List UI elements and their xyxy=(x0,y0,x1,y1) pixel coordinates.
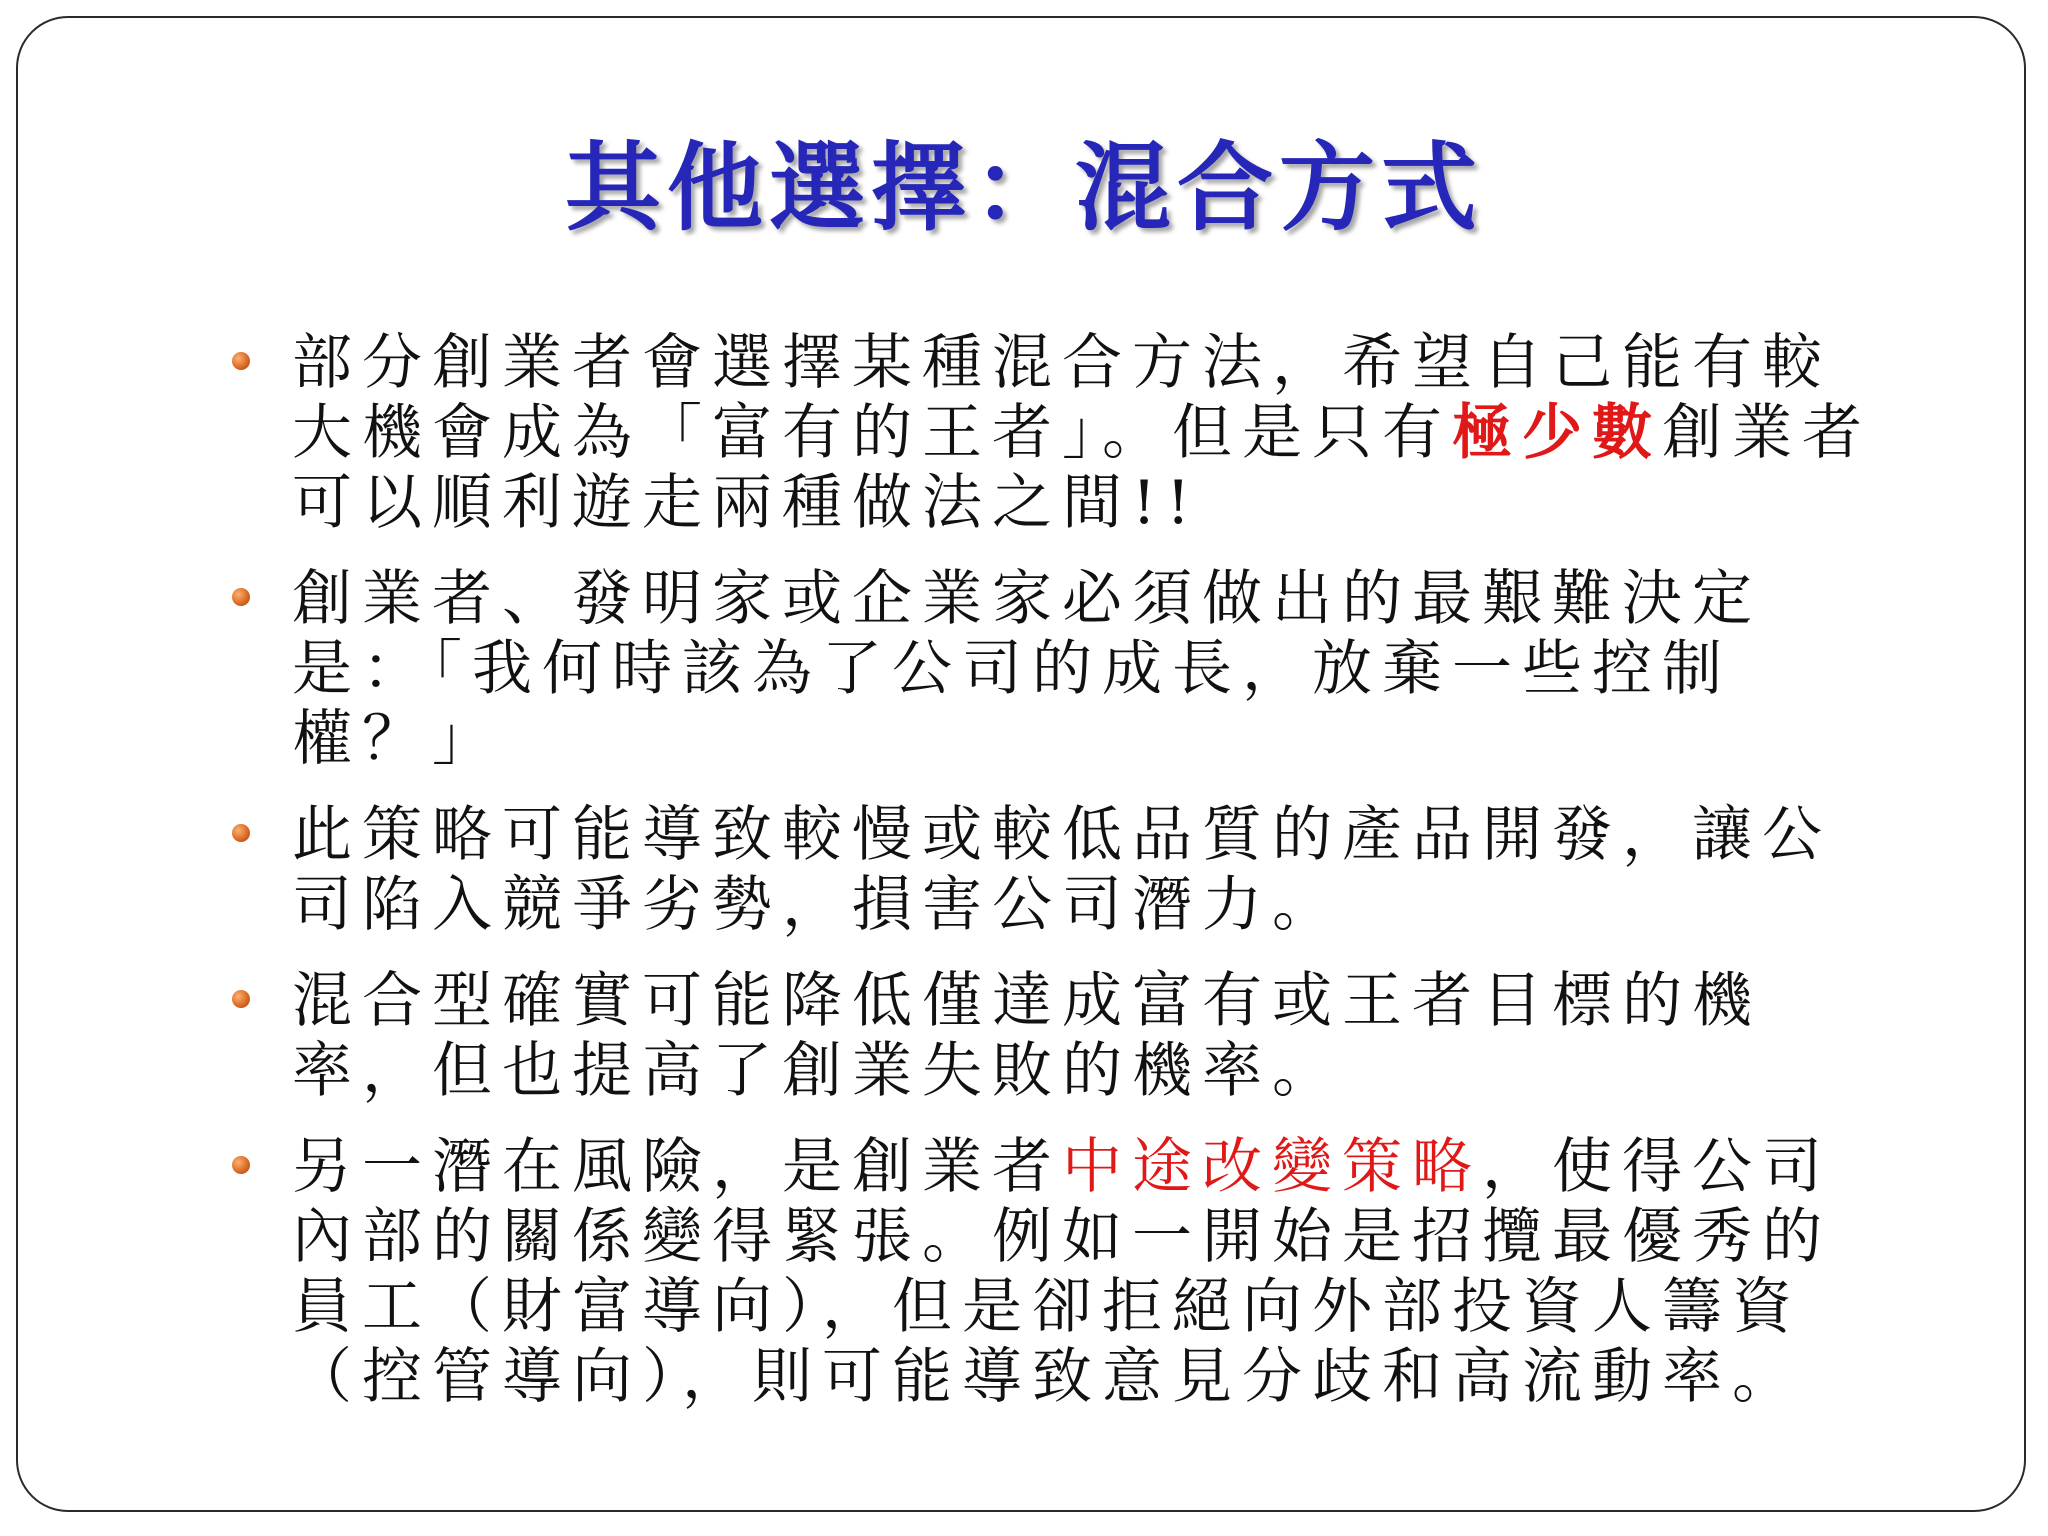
bullet-text: 混合型確實可能降低僅達成富有或王者目標的機率，但也提高了創業失敗的機率。 xyxy=(292,966,1762,1106)
slide-title: 其他選擇：混合方式 xyxy=(565,131,1483,244)
bullet-dot-icon xyxy=(232,352,250,370)
bullet-dot-icon xyxy=(232,588,250,606)
bullet-item-2 xyxy=(292,564,1872,774)
bullet-list xyxy=(292,328,1872,1438)
bullet-dot-icon xyxy=(232,990,250,1008)
bullet-item-5 xyxy=(292,1132,1872,1412)
highlight-text: 中途改變策略 xyxy=(1062,1132,1482,1202)
highlight-text: 極少數 xyxy=(1452,398,1662,468)
bullet-item-4 xyxy=(292,966,1872,1106)
bullet-text: 另一潛在風險，是創業者 xyxy=(292,1132,1062,1202)
bullet-item-1 xyxy=(292,328,1872,538)
bullet-text: ，使得公司內部的關係變得緊張。例如一開始是招攬最優秀的員工（財富導向），但是卻拒絕向外部投資人籌資（控管導向），則可能導致意見分歧和高流動率。 xyxy=(292,1132,1832,1412)
bullet-text: 創業者、發明家或企業家必須做出的最艱難決定是：「我何時該為了公司的成長，放棄一些控制權？」 xyxy=(292,564,1762,774)
bullet-text: 創業者可以順利遊走兩種做法之間!! xyxy=(292,398,1872,538)
bullet-item-3 xyxy=(292,800,1872,940)
bullet-dot-icon xyxy=(232,1156,250,1174)
bullet-dot-icon xyxy=(232,824,250,842)
bullet-text: 此策略可能導致較慢或較低品質的產品開發，讓公司陷入競爭劣勢，損害公司潛力。 xyxy=(292,800,1832,940)
bullet-text: 部分創業者會選擇某種混合方法，希望自己能有較大機會成為「富有的王者」。但是只有 xyxy=(292,328,1832,468)
